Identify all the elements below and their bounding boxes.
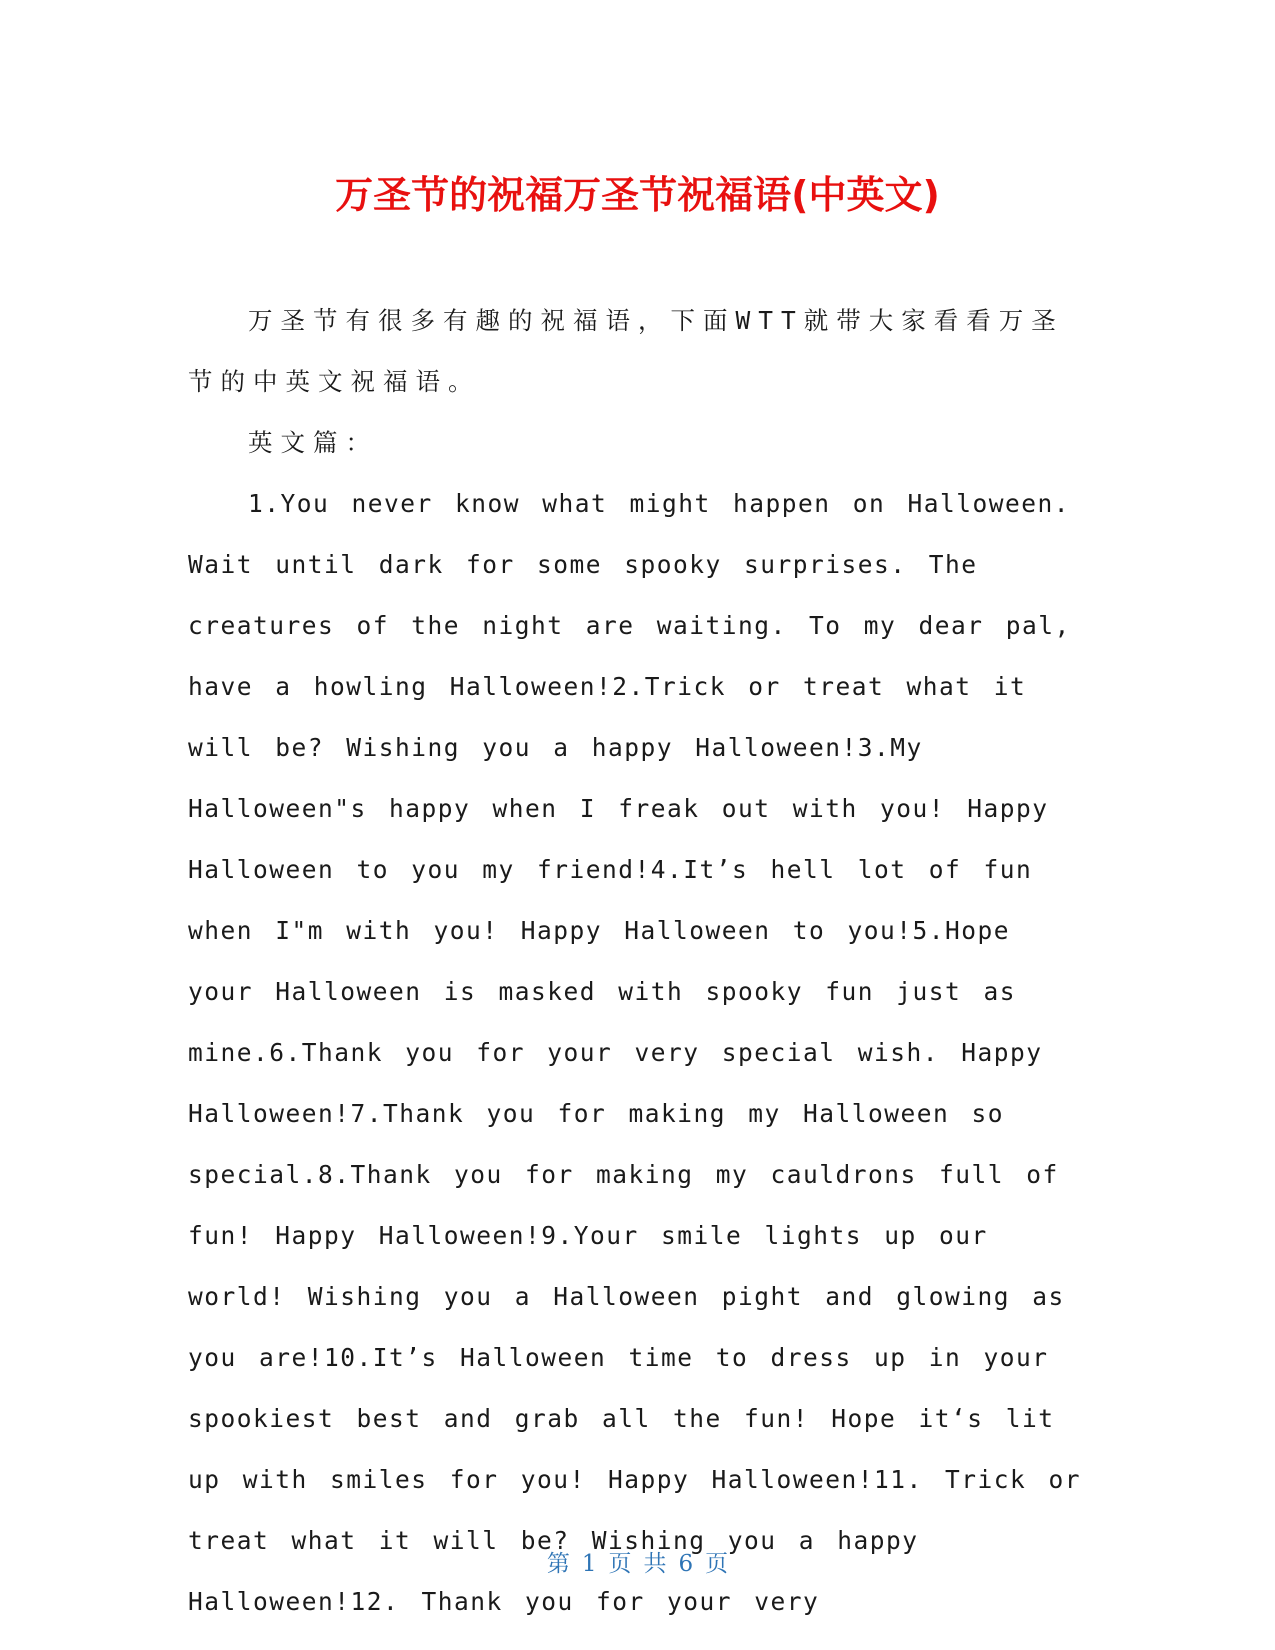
page-footer bbox=[0, 1545, 1275, 1578]
footer-total-prefix: 共 bbox=[643, 1551, 667, 1577]
footer-page-suffix: 页 bbox=[705, 1551, 729, 1577]
footer-page-mid: 页 bbox=[608, 1551, 632, 1577]
footer-page-total: 6 bbox=[678, 1551, 694, 1577]
section-heading: 英文篇： bbox=[248, 428, 378, 457]
document-body bbox=[188, 290, 1086, 1632]
english-wishes-paragraph: 1.You never know what might happen on Halloween. Wait until dark for some spooky surprises. The creatures of the night are waiting. To my dear pal, have a howling Halloween!2.Trick or treat what it will be? Wishing you a happy Halloween!3.My Halloween"s happy when I freak out with you! Happy Halloween to you my friend!4.It’s hell lot of fun when I"m with you! Happy Halloween to you!5.Hope your Halloween is masked with spooky fun just as mine.6.Thank you for your very special wish. Happy Halloween!7.Thank you for making my Halloween so special.8.Thank you for making my cauldrons full of fun! Happy Halloween!9.Your smile lights up our world! Wishing you a Halloween pight and glowing as you are!10.It’s Halloween time to dress up in your spookiest best and grab all the fun! Hope it‘s lit up with smiles for you! Happy Halloween!11. Trick or treat what it will be? Wishing you a happy Halloween!12. Thank you for your very bbox=[188, 489, 1082, 1616]
footer-page-prefix: 第 bbox=[546, 1551, 570, 1577]
intro-paragraph: 万圣节有很多有趣的祝福语，下面WTT就带大家看看万圣节的中英文祝福语。 bbox=[188, 306, 1064, 396]
document-title: 万圣节的祝福万圣节祝福语(中英文) bbox=[335, 173, 940, 217]
footer-page-current: 1 bbox=[581, 1551, 597, 1577]
